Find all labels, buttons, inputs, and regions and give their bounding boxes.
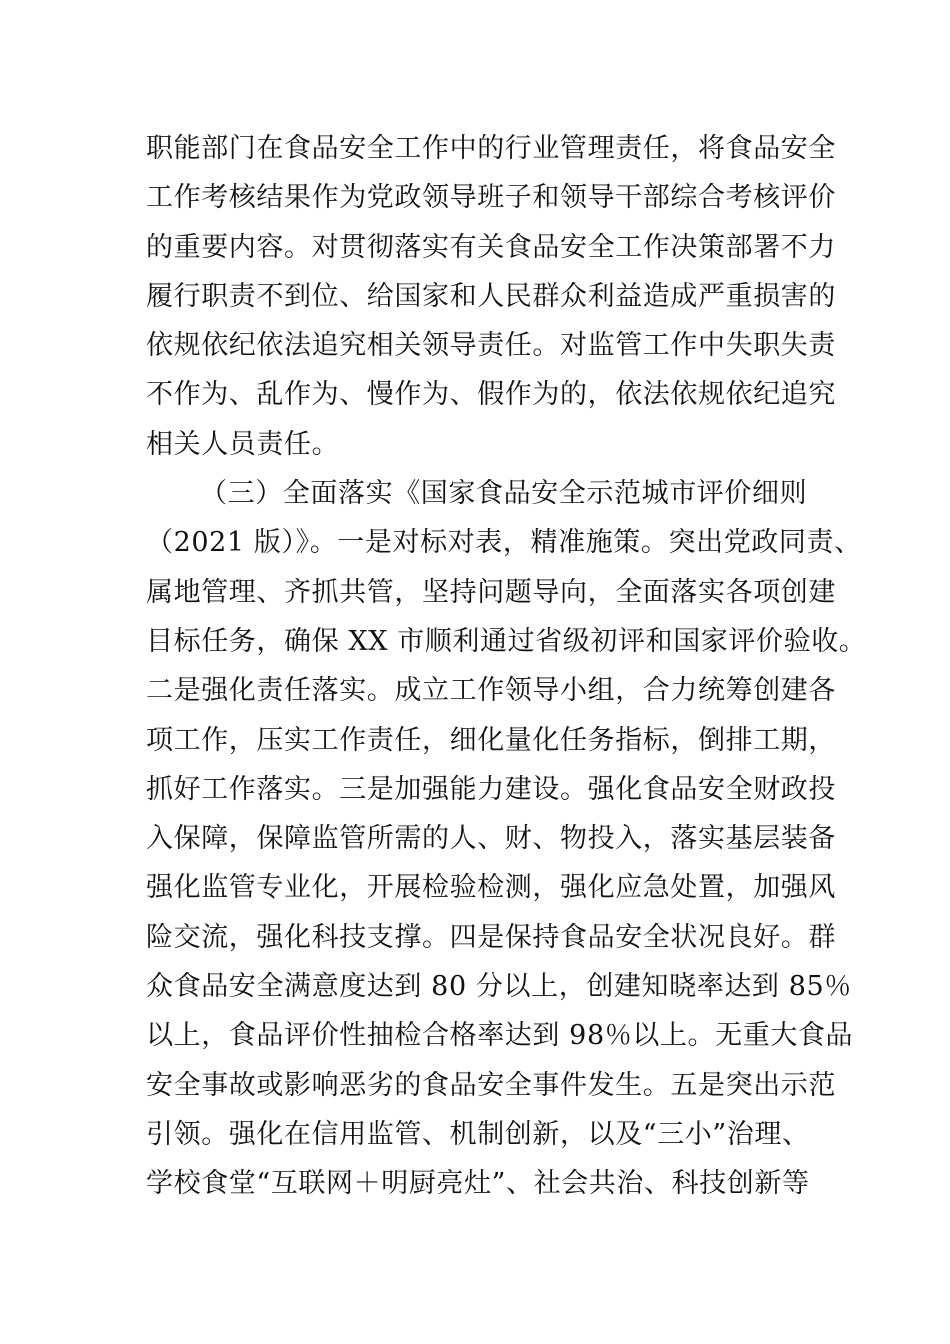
- text-line: 入保障，保障监管所需的人、财、物投入，落实基层装备: [146, 823, 836, 855]
- text-line: 险交流，强化科技支撑。四是保持食品安全状况良好。群: [146, 921, 836, 953]
- text-line: 依规依纪依法追究相关领导责任。对监管工作中失职失责: [146, 330, 836, 362]
- text-line: （2021 版）》。一是对标对表，精准施策。突出党政同责、: [146, 527, 862, 559]
- text-line: 相关人员责任。: [146, 428, 340, 460]
- section-heading-line: （三）全面落实《国家食品安全示范城市评价细则: [200, 478, 808, 510]
- text-line: 履行职责不到位、给国家和人民群众利益造成严重损害的: [146, 280, 836, 312]
- text-line: 学校食堂“互联网＋明厨亮灶”、社会共治、科技创新等: [146, 1168, 810, 1200]
- text-line: 工作考核结果作为党政领导班子和领导干部综合考核评价: [146, 182, 836, 214]
- text-line: 职能部门在食品安全工作中的行业管理责任，将食品安全: [146, 133, 836, 164]
- text-line: 抓好工作落实。三是加强能力建设。强化食品安全财政投: [146, 773, 836, 805]
- text-line: 以上，食品评价性抽检合格率达到 98％以上。无重大食品: [146, 1020, 854, 1052]
- body-text: [146, 124, 867, 1209]
- text-line: 目标任务，确保 XX 市顺利通过省级初评和国家评价验收。: [146, 625, 867, 657]
- text-line: 众食品安全满意度达到 80 分以上，创建知晓率达到 85％: [146, 971, 852, 1003]
- text-line: 的重要内容。对贯彻落实有关食品安全工作决策部署不力: [146, 231, 836, 263]
- text-line: 二是强化责任落实。成立工作领导小组，合力统筹创建各: [146, 675, 836, 707]
- text-line: 强化监管专业化，开展检验检测，强化应急处置，加强风: [146, 872, 836, 904]
- text-line: 不作为、乱作为、慢作为、假作为的，依法依规依纪追究: [146, 379, 836, 411]
- text-line: 属地管理、齐抓共管，坚持问题导向，全面落实各项创建: [146, 576, 836, 608]
- text-line: 安全事故或影响恶劣的食品安全事件发生。五是突出示范: [146, 1069, 836, 1101]
- text-line: 引领。强化在信用监管、机制创新，以及“三小”治理、: [146, 1118, 810, 1150]
- text-line: 项工作，压实工作责任，细化量化任务指标，倒排工期，: [146, 724, 836, 756]
